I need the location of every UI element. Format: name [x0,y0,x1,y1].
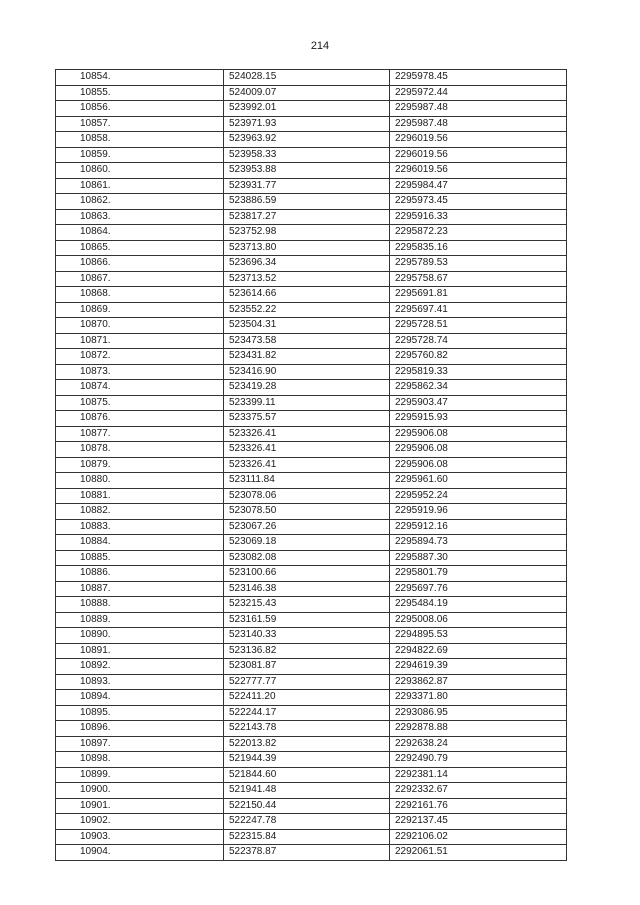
x-coordinate-cell: 522244.17 [224,705,390,721]
x-coordinate-cell: 521844.60 [224,767,390,783]
table-row [56,256,567,272]
table-row [56,426,567,442]
page-number: 214 [310,40,330,52]
y-coordinate-cell: 2295987.48 [390,116,567,132]
x-coordinate-cell: 522150.44 [224,798,390,814]
y-coordinate-cell: 2295887.30 [390,550,567,566]
y-coordinate-cell: 2295819.33 [390,364,567,380]
table-row [56,302,567,318]
y-coordinate-cell: 2295984.47 [390,178,567,194]
x-coordinate-cell: 522411.20 [224,690,390,706]
x-coordinate-cell: 523696.34 [224,256,390,272]
y-coordinate-cell: 2294619.39 [390,659,567,675]
table-row [56,271,567,287]
table-row [56,411,567,427]
point-number-cell: 10884. [56,535,224,551]
point-number-cell: 10883. [56,519,224,535]
table-row [56,116,567,132]
table-row [56,814,567,830]
point-number-cell: 10854. [56,70,224,86]
point-number-cell: 10893. [56,674,224,690]
x-coordinate-cell: 523067.26 [224,519,390,535]
point-number-cell: 10873. [56,364,224,380]
y-coordinate-cell: 2295862.34 [390,380,567,396]
table-row [56,101,567,117]
point-number-cell: 10891. [56,643,224,659]
point-number-cell: 10872. [56,349,224,365]
table-row [56,628,567,644]
y-coordinate-cell: 2295978.45 [390,70,567,86]
x-coordinate-cell: 522247.78 [224,814,390,830]
point-number-cell: 10885. [56,550,224,566]
y-coordinate-cell: 2296019.56 [390,163,567,179]
table-row [56,85,567,101]
table-row [56,225,567,241]
y-coordinate-cell: 2295894.73 [390,535,567,551]
table-row [56,752,567,768]
point-number-cell: 10865. [56,240,224,256]
x-coordinate-cell: 523431.82 [224,349,390,365]
y-coordinate-cell: 2294822.69 [390,643,567,659]
point-number-cell: 10876. [56,411,224,427]
table-row [56,504,567,520]
table-row [56,643,567,659]
point-number-cell: 10855. [56,85,224,101]
y-coordinate-cell: 2293086.95 [390,705,567,721]
x-coordinate-cell: 523817.27 [224,209,390,225]
point-number-cell: 10866. [56,256,224,272]
point-number-cell: 10862. [56,194,224,210]
table-row [56,132,567,148]
point-number-cell: 10882. [56,504,224,520]
y-coordinate-cell: 2295728.51 [390,318,567,334]
x-coordinate-cell: 523953.88 [224,163,390,179]
point-number-cell: 10889. [56,612,224,628]
table-row [56,783,567,799]
x-coordinate-cell: 523082.08 [224,550,390,566]
x-coordinate-cell: 523752.98 [224,225,390,241]
y-coordinate-cell: 2295919.96 [390,504,567,520]
y-coordinate-cell: 2295801.79 [390,566,567,582]
table-row [56,209,567,225]
x-coordinate-cell: 522777.77 [224,674,390,690]
point-number-cell: 10867. [56,271,224,287]
x-coordinate-cell: 523399.11 [224,395,390,411]
x-coordinate-cell: 523958.33 [224,147,390,163]
point-number-cell: 10899. [56,767,224,783]
y-coordinate-cell: 2292137.45 [390,814,567,830]
x-coordinate-cell: 523375.57 [224,411,390,427]
y-coordinate-cell: 2295915.93 [390,411,567,427]
point-number-cell: 10874. [56,380,224,396]
point-number-cell: 10903. [56,829,224,845]
table-row [56,178,567,194]
x-coordinate-cell: 521941.48 [224,783,390,799]
coordinates-table [55,69,567,861]
table-row [56,705,567,721]
point-number-cell: 10892. [56,659,224,675]
x-coordinate-cell: 523992.01 [224,101,390,117]
x-coordinate-cell: 521944.39 [224,752,390,768]
y-coordinate-cell: 2292381.14 [390,767,567,783]
point-number-cell: 10871. [56,333,224,349]
point-number-cell: 10898. [56,752,224,768]
point-number-cell: 10856. [56,101,224,117]
x-coordinate-cell: 523931.77 [224,178,390,194]
x-coordinate-cell: 523078.06 [224,488,390,504]
y-coordinate-cell: 2292638.24 [390,736,567,752]
y-coordinate-cell: 2295906.08 [390,457,567,473]
x-coordinate-cell: 523963.92 [224,132,390,148]
y-coordinate-cell: 2292106.02 [390,829,567,845]
y-coordinate-cell: 2292061.51 [390,845,567,861]
point-number-cell: 10890. [56,628,224,644]
point-number-cell: 10897. [56,736,224,752]
point-number-cell: 10857. [56,116,224,132]
y-coordinate-cell: 2296019.56 [390,132,567,148]
point-number-cell: 10870. [56,318,224,334]
point-number-cell: 10901. [56,798,224,814]
y-coordinate-cell: 2295952.24 [390,488,567,504]
y-coordinate-cell: 2295906.08 [390,426,567,442]
point-number-cell: 10902. [56,814,224,830]
x-coordinate-cell: 523146.38 [224,581,390,597]
y-coordinate-cell: 2292161.76 [390,798,567,814]
point-number-cell: 10888. [56,597,224,613]
table-row [56,333,567,349]
y-coordinate-cell: 2295760.82 [390,349,567,365]
x-coordinate-cell: 522315.84 [224,829,390,845]
y-coordinate-cell: 2292878.88 [390,721,567,737]
table-row [56,194,567,210]
table-row [56,147,567,163]
y-coordinate-cell: 2292332.67 [390,783,567,799]
x-coordinate-cell: 523886.59 [224,194,390,210]
table-row [56,674,567,690]
y-coordinate-cell: 2295835.16 [390,240,567,256]
x-coordinate-cell: 524009.07 [224,85,390,101]
y-coordinate-cell: 2293862.87 [390,674,567,690]
y-coordinate-cell: 2295903.47 [390,395,567,411]
x-coordinate-cell: 523081.87 [224,659,390,675]
table-row [56,690,567,706]
y-coordinate-cell: 2295972.44 [390,85,567,101]
y-coordinate-cell: 2295973.45 [390,194,567,210]
x-coordinate-cell: 523614.66 [224,287,390,303]
x-coordinate-cell: 523473.58 [224,333,390,349]
x-coordinate-cell: 522013.82 [224,736,390,752]
point-number-cell: 10859. [56,147,224,163]
y-coordinate-cell: 2295912.16 [390,519,567,535]
point-number-cell: 10880. [56,473,224,489]
point-number-cell: 10864. [56,225,224,241]
point-number-cell: 10895. [56,705,224,721]
table-row [56,364,567,380]
point-number-cell: 10887. [56,581,224,597]
x-coordinate-cell: 523078.50 [224,504,390,520]
x-coordinate-cell: 523069.18 [224,535,390,551]
table-row [56,349,567,365]
point-number-cell: 10878. [56,442,224,458]
y-coordinate-cell: 2295758.67 [390,271,567,287]
y-coordinate-cell: 2294895.53 [390,628,567,644]
table-row [56,535,567,551]
table-row [56,767,567,783]
point-number-cell: 10900. [56,783,224,799]
x-coordinate-cell: 523713.80 [224,240,390,256]
x-coordinate-cell: 523100.66 [224,566,390,582]
x-coordinate-cell: 523136.82 [224,643,390,659]
x-coordinate-cell: 524028.15 [224,70,390,86]
x-coordinate-cell: 522378.87 [224,845,390,861]
y-coordinate-cell: 2295697.76 [390,581,567,597]
y-coordinate-cell: 2295916.33 [390,209,567,225]
table-row [56,845,567,861]
x-coordinate-cell: 523215.43 [224,597,390,613]
y-coordinate-cell: 2295697.41 [390,302,567,318]
point-number-cell: 10894. [56,690,224,706]
table-row [56,550,567,566]
table-row [56,473,567,489]
point-number-cell: 10904. [56,845,224,861]
table-row [56,395,567,411]
table-row [56,721,567,737]
x-coordinate-cell: 523552.22 [224,302,390,318]
table-row [56,612,567,628]
y-coordinate-cell: 2296019.56 [390,147,567,163]
y-coordinate-cell: 2295987.48 [390,101,567,117]
y-coordinate-cell: 2295961.60 [390,473,567,489]
y-coordinate-cell: 2295484.19 [390,597,567,613]
y-coordinate-cell: 2292490.79 [390,752,567,768]
x-coordinate-cell: 523504.31 [224,318,390,334]
table-row [56,457,567,473]
point-number-cell: 10869. [56,302,224,318]
x-coordinate-cell: 523713.52 [224,271,390,287]
table-row [56,488,567,504]
table-row [56,566,567,582]
table-row [56,829,567,845]
y-coordinate-cell: 2293371.80 [390,690,567,706]
table-row [56,380,567,396]
x-coordinate-cell: 523326.41 [224,426,390,442]
table-row [56,240,567,256]
table-row [56,287,567,303]
coordinates-table-body [56,70,567,861]
point-number-cell: 10868. [56,287,224,303]
x-coordinate-cell: 523326.41 [224,442,390,458]
x-coordinate-cell: 523416.90 [224,364,390,380]
x-coordinate-cell: 523140.33 [224,628,390,644]
table-row [56,659,567,675]
table-row [56,70,567,86]
table-row [56,798,567,814]
table-row [56,597,567,613]
point-number-cell: 10861. [56,178,224,194]
table-row [56,581,567,597]
point-number-cell: 10858. [56,132,224,148]
x-coordinate-cell: 523161.59 [224,612,390,628]
point-number-cell: 10875. [56,395,224,411]
point-number-cell: 10879. [56,457,224,473]
table-row [56,163,567,179]
table-row [56,442,567,458]
y-coordinate-cell: 2295906.08 [390,442,567,458]
point-number-cell: 10896. [56,721,224,737]
x-coordinate-cell: 523111.84 [224,473,390,489]
point-number-cell: 10881. [56,488,224,504]
point-number-cell: 10863. [56,209,224,225]
y-coordinate-cell: 2295728.74 [390,333,567,349]
x-coordinate-cell: 523419.28 [224,380,390,396]
y-coordinate-cell: 2295008.06 [390,612,567,628]
x-coordinate-cell: 523326.41 [224,457,390,473]
y-coordinate-cell: 2295691.81 [390,287,567,303]
point-number-cell: 10886. [56,566,224,582]
y-coordinate-cell: 2295872.23 [390,225,567,241]
table-row [56,318,567,334]
y-coordinate-cell: 2295789.53 [390,256,567,272]
table-row [56,736,567,752]
point-number-cell: 10877. [56,426,224,442]
x-coordinate-cell: 522143.78 [224,721,390,737]
point-number-cell: 10860. [56,163,224,179]
x-coordinate-cell: 523971.93 [224,116,390,132]
table-row [56,519,567,535]
